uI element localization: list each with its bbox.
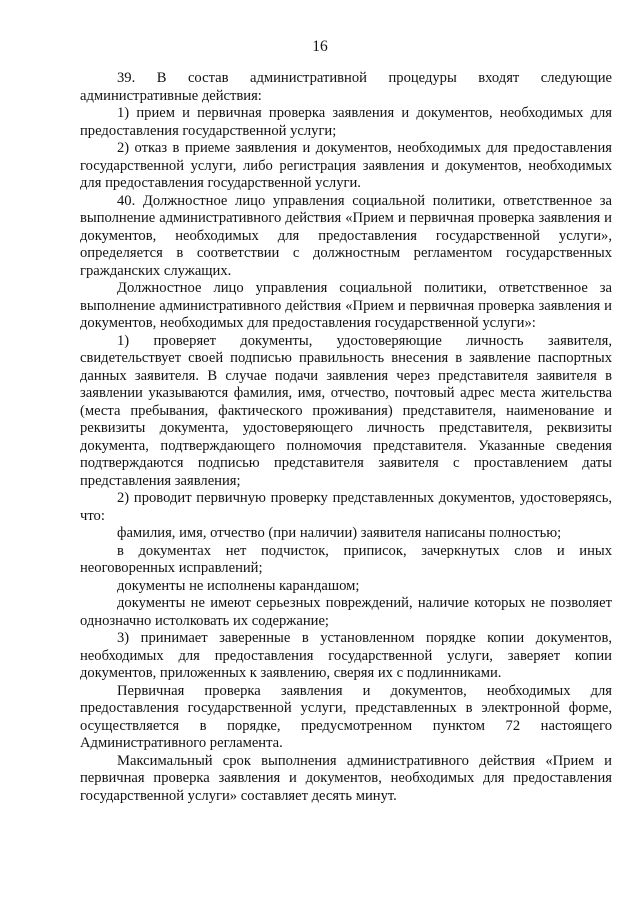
paragraph-duty-3: 3) принимает заверенные в установленном порядке копии документов, необходимых для предоставления государственной услуги, заверяет копии документов, приложенных к заявлению, сверяя их с подлинниками. [80, 630, 612, 681]
paragraph-official-duties: Должностное лицо управления социальной политики, ответственное за выполнение административного действия «Прием и первичная проверка заявления и документов, необходимых для предоставления государственной услуги»: [80, 280, 612, 331]
page-number: 16 [312, 38, 328, 55]
paragraph-check-pencil: документы не исполнены карандашом; [117, 577, 360, 594]
paragraph-40: 40. Должностное лицо управления социальной политики, ответственное за выполнение административного действия «Прием и первичная проверка заявления и документов, необходимых для предоставления государственной услуги», определяется в соответствии с должностным регламентом государственных гражданских служащих. [80, 192, 612, 279]
paragraph-check-name: фамилия, имя, отчество (при наличии) заявителя написаны полностью; [117, 525, 562, 541]
paragraph-39-intro: 39. В состав административной процедуры входят следующие административные действия: [80, 70, 612, 104]
document-body [80, 70, 612, 805]
paragraph-check-damage: документы не имеют серьезных повреждений, наличие которых не позволяет однозначно истолковать их содержание; [80, 595, 612, 629]
paragraph-max-time: Максимальный срок выполнения административного действия «Прием и первичная проверка заявления и документов, необходимых для предоставления государственной услуги» составляет десять минут. [80, 752, 612, 804]
paragraph-check-corrections: в документах нет подчисток, приписок, зачеркнутых слов и иных неоговоренных исправлений; [80, 542, 612, 576]
paragraph-duty-1: 1) проверяет документы, удостоверяющие личность заявителя, свидетельствует своей подписью правильность внесения в заявление паспортных данных заявителя. В случае подачи заявления через представителя заявителя в заявлении указываются фамилия, имя, отчество, почтовый адрес места жительства (места пребывания, фактического проживания) представителя, наименование и реквизиты документа, удостоверяющего личность представителя, реквизиты документа, подтверждающего полномочия представителя. Указанные сведения подтверждаются подписью представителя заявителя с проставлением даты представления заявления; [80, 332, 612, 489]
paragraph-item-2: 2) отказ в приеме заявления и документов, необходимых для предоставления государственной услуги, либо регистрация заявления и документов, необходимых для предоставления государственной услуги. [80, 140, 612, 191]
paragraph-duty-2: 2) проводит первичную проверку представленных документов, удостоверяясь, что: [80, 490, 612, 524]
paragraph-item-1: 1) прием и первичная проверка заявления и документов, необходимых для предоставления государственной услуги; [80, 105, 612, 139]
paragraph-electronic-form: Первичная проверка заявления и документов, необходимых для предоставления государственной услуги, представленных в электронной форме, осуществляется в порядке, предусмотренном пунктом 72 настоящего Административного регламента. [80, 682, 612, 751]
